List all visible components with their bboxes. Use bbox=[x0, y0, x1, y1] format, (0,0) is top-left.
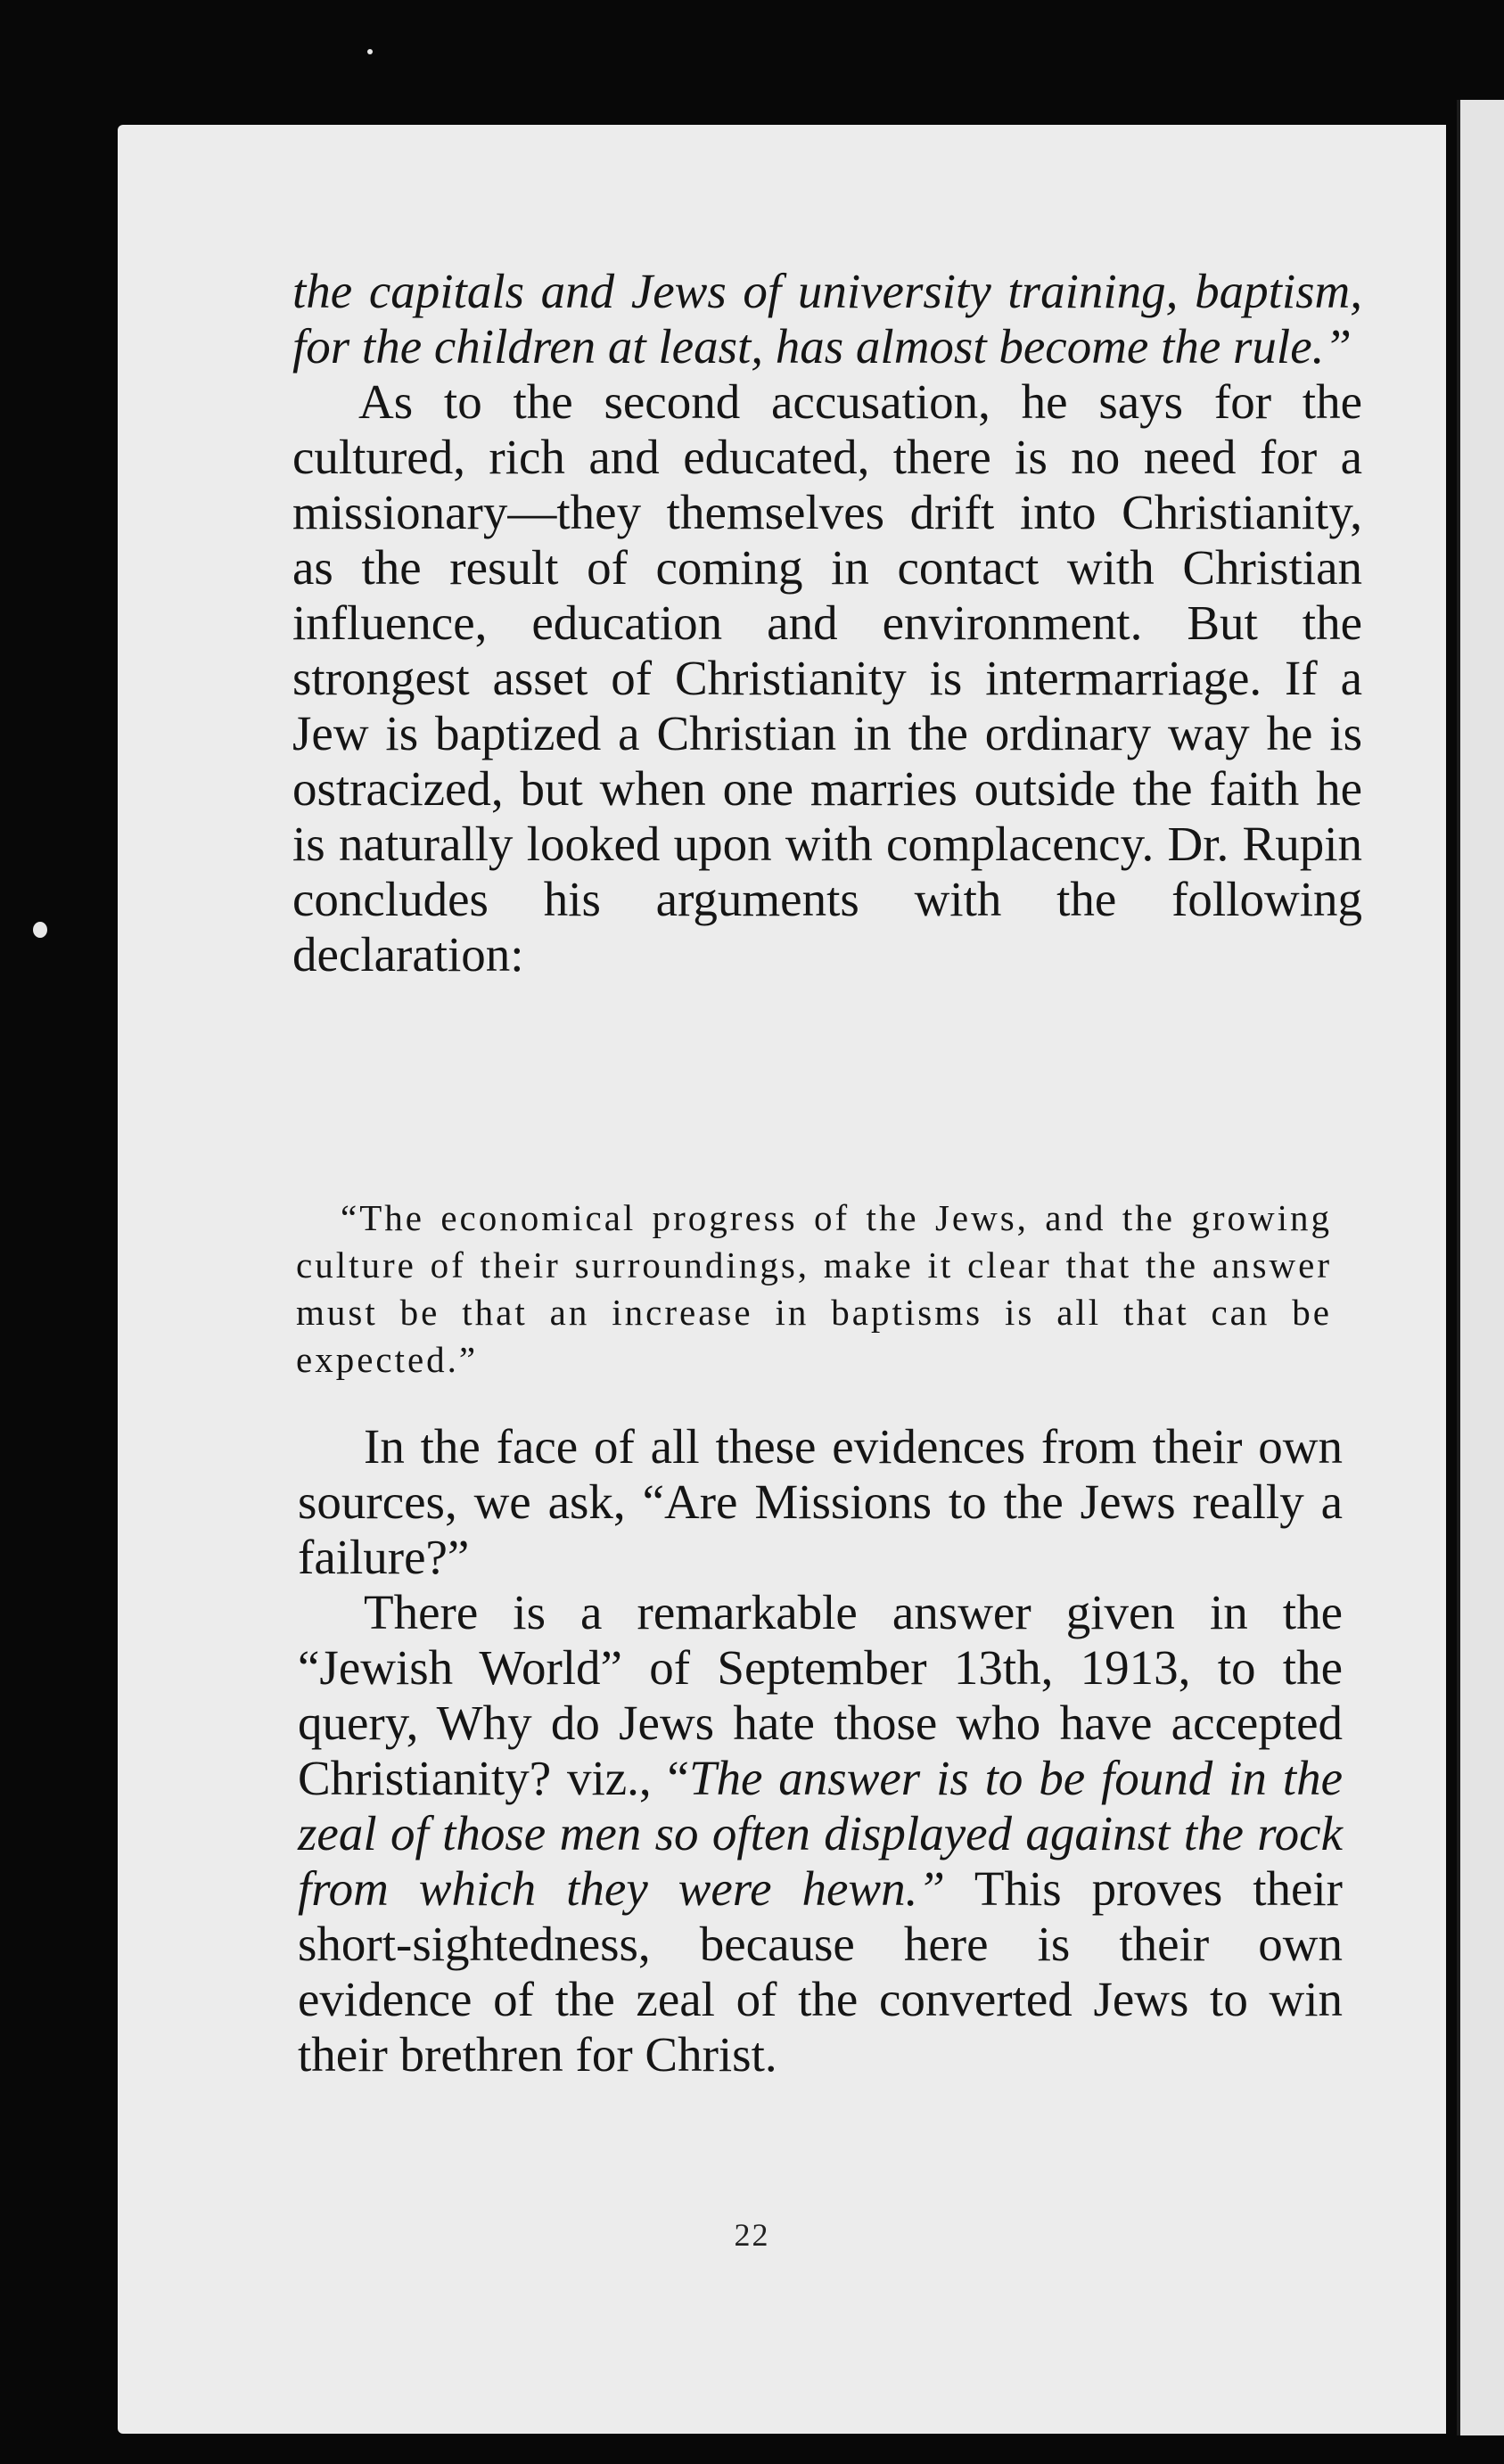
page-number: 22 bbox=[734, 2217, 770, 2253]
block-quote-column bbox=[296, 1195, 1332, 1384]
opening-italic-paragraph: the capitals and Jews of university training, baptism, for the children at least, has almost become the rule.” bbox=[292, 264, 1362, 374]
remarkable-answer-quote: The answer is to be found in the zeal of those men so often displayed against the rock from which they were hewn.” bbox=[298, 1751, 1343, 1916]
remarkable-answer-paragraph bbox=[298, 1585, 1343, 2082]
lower-text-column bbox=[298, 1419, 1343, 2082]
block-quote: “The economical progress of the Jews, and the growing culture of their surroundings, make it clear that the answer must be that an increase in baptisms is all that can be expected.” bbox=[296, 1197, 1332, 1380]
page-text-column bbox=[292, 264, 1362, 982]
evidences-paragraph: In the face of all these evidences from their own sources, we ask, “Are Missions to the Jews really a failure?” bbox=[298, 1419, 1343, 1584]
scan-speck bbox=[33, 922, 47, 938]
scan-speck bbox=[367, 49, 373, 54]
second-accusation-paragraph: As to the second accusation, he says for the cultured, rich and educated, there is no need for a missionary—they themselves drift into Christianity, as the result of coming in contact with Christian influence, education and environment. But the strongest asset of Christianity is intermarriage. If a Jew is baptized a Christian in the ordinary way he is ostracized, but when one marries outside the faith he is naturally looked upon with complacency. Dr. Rupin concludes his arguments with the following declaration: bbox=[292, 374, 1362, 981]
remarkable-answer-end: This proves their short-sightedness, because here is their own evidence of the zeal of the converted Jews to win their brethren for Christ. bbox=[298, 1861, 1343, 2082]
adjacent-page-edge bbox=[1457, 100, 1504, 2435]
remarkable-answer-start: There is a remarkable answer given in the “Jewish World” of September 13th, 1913, to the query, Why do Jews hate those who have accepted Christianity? viz., “ bbox=[298, 1585, 1343, 1805]
